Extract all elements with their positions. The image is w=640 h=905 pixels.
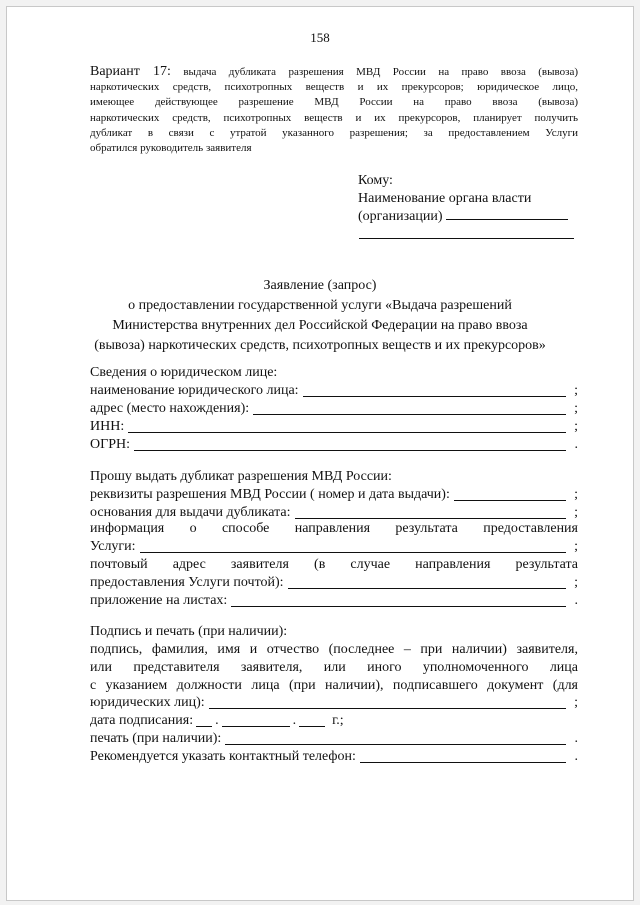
permit-details-field: реквизиты разрешения МВД России ( номер и дата выдачи): ; [90, 487, 578, 502]
phone-input[interactable] [360, 761, 566, 763]
signatory-input[interactable] [209, 707, 566, 709]
grounds-field: основания для выдачи дубликата: ; [90, 505, 578, 520]
variant-line-2: наркотических средств, психотропных веществ и их прекурсоров; юридическое лицо, [90, 81, 578, 94]
statement-subtitle-3: (вывоза) наркотических средств, психотропных веществ и их прекурсоров» [94, 338, 546, 353]
sign-date-field: дата подписания: . . г.; [90, 713, 344, 728]
legal-entity-heading: Сведения о юридическом лице: [90, 365, 278, 380]
page-number: 158 [310, 30, 330, 45]
org-name-line-1: Наименование органа власти [358, 191, 532, 206]
delivery-input[interactable] [140, 551, 566, 553]
org-name-input-line-2[interactable] [359, 238, 574, 239]
signature-line-3: с указанием должности лица (при наличии), подписавшего документ (для [90, 678, 578, 693]
grounds-input[interactable] [295, 517, 566, 519]
delivery-line-1: информация о способе направления результата предоставления [90, 521, 578, 536]
attachment-field: приложение на листах: . [90, 593, 578, 608]
org-name-line-2: (организации) [358, 209, 568, 225]
request-heading: Прошу выдать дубликат разрешения МВД России: [90, 469, 392, 484]
sign-day-input[interactable] [196, 725, 212, 727]
address-field: адрес (место нахождения): ; [90, 401, 578, 416]
postal-input[interactable] [288, 587, 566, 589]
variant-line-1: Вариант 17: выдача дубликата разрешения МВД России на право ввоза (вывоза) [90, 64, 579, 79]
postal-field: предоставления Услуги почтой): ; [90, 575, 578, 590]
variant-heading: Вариант 17: [90, 64, 171, 79]
variant-description [90, 64, 578, 156]
variant-line-6: обратился руководитель заявителя [90, 142, 252, 155]
stamp-field: печать (при наличии): . [90, 731, 578, 746]
org-name-input-line[interactable] [446, 219, 568, 220]
signatory-field: юридических лиц): ; [90, 695, 578, 710]
postal-line-1: почтовый адрес заявителя (в случае направления результата [90, 557, 578, 572]
signature-line-1: подпись, фамилия, имя и отчество (последнее – при наличии) заявителя, [90, 642, 578, 657]
variant-line-3: имеющее действующее разрешение МВД России на право ввоза (вывоза) [90, 96, 578, 109]
ogrn-field: ОГРН: . [90, 437, 578, 452]
signature-heading: Подпись и печать (при наличии): [90, 624, 288, 639]
to-label: Кому: [358, 173, 393, 188]
inn-field: ИНН: ; [90, 419, 578, 434]
variant-line-4: наркотических средств, психотропных веществ и их прекурсоров, планирует получить [90, 111, 578, 124]
statement-subtitle-2: Министерства внутренних дел Российской Федерации на право ввоза [112, 318, 528, 333]
statement-title: Заявление (запрос) [263, 278, 377, 293]
stamp-input[interactable] [225, 743, 566, 745]
legal-name-field: наименование юридического лица: ; [90, 383, 578, 398]
statement-subtitle-1: о предоставлении государственной услуги «Выдача разрешений [128, 298, 512, 313]
legal-name-input[interactable] [303, 395, 566, 397]
sign-month-input[interactable] [222, 725, 290, 727]
variant-line-5: дубликат в связи с утратой указанного разрешения; за предоставлением Услуги [90, 126, 578, 139]
permit-details-input[interactable] [454, 499, 566, 501]
ogrn-input[interactable] [134, 449, 566, 451]
signature-line-2: или представителя заявителя, или иного уполномоченного лица [90, 660, 578, 675]
inn-input[interactable] [128, 431, 566, 433]
address-input[interactable] [253, 413, 566, 415]
sign-year-input[interactable] [299, 725, 325, 727]
delivery-field: Услуги: ; [90, 539, 578, 554]
attachment-input[interactable] [231, 605, 566, 607]
phone-field: Рекомендуется указать контактный телефон: . [90, 749, 578, 764]
